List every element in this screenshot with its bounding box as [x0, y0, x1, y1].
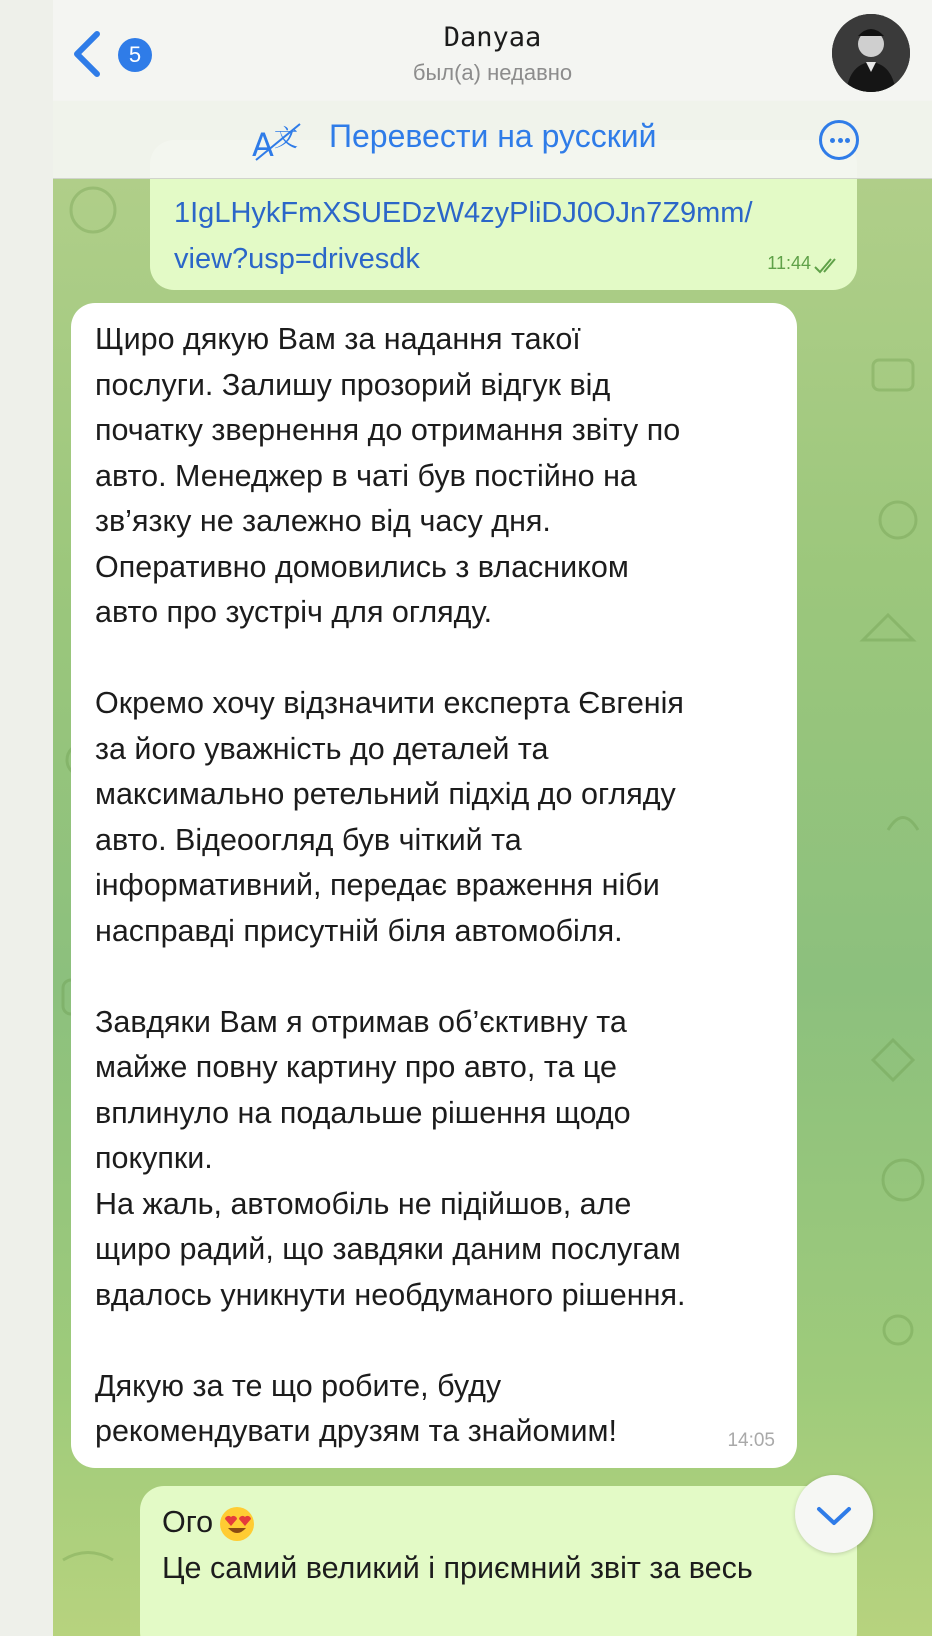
translate-icon[interactable] [250, 118, 306, 162]
chat-screen [53, 0, 932, 1636]
message-text-line [162, 1500, 255, 1545]
scroll-to-bottom-button[interactable] [795, 1475, 873, 1553]
avatar-photo [832, 14, 910, 92]
message-text: Щиро дякую Вам за надання такої послуги. Залишу прозорий відгук від початку звернення до отримання звіту по авто. Менеджер в чаті був постійно на зв’язку не залежно від часу дня. Оперативно домовились з власником авто про зустріч для огляду. Окремо хочу відзначити експерта Євгенія за його уважність до деталей та максимально ретельний підхід до огляду авто. Відеоогляд був чіткий та інформативний, передає враження ніби насправді присутній біля автомобіля. Завдяки Вам я отримав об’єктивну та майже повну картину про авто, та це вплинуло на подальше рішення щодо покупки. На жаль, автомобіль не підійшов, але щиро радий, що завдяки даним послугам вдалось уникнути необдуманого рішення. Дякую за те що робите, буду рекомендувати друзям та знайомим! [95, 322, 686, 1448]
incoming-review-message[interactable] [71, 303, 797, 1468]
drive-link[interactable]: 1IgLHykFmXSUEDzW4zyPliDJ0OJn7Z9mm/ view?usp=drivesdk [174, 197, 753, 275]
unread-count-badge: 5 [118, 38, 152, 72]
message-text-line: Це самий великий і приємний звіт за весь [162, 1551, 753, 1585]
translate-button[interactable]: Перевести на русский [329, 118, 657, 154]
message-time: 14:05 [727, 1430, 775, 1451]
contact-name[interactable]: Danyaa [443, 22, 542, 53]
heart-eyes-emoji-icon [219, 1506, 255, 1542]
outgoing-reply-message[interactable] [140, 1486, 857, 1636]
double-check-icon [813, 257, 843, 275]
avatar[interactable] [832, 14, 910, 92]
reply-word: Ого [162, 1505, 214, 1539]
more-options-icon[interactable] [819, 120, 859, 160]
svg-text:文: 文 [274, 124, 298, 152]
chevron-down-icon [795, 1475, 873, 1553]
chat-header [53, 0, 932, 101]
contact-status: был(а) недавно [412, 60, 573, 85]
message-time: 11:44 [767, 253, 811, 273]
translate-bar [53, 100, 932, 179]
svg-text:A: A [252, 126, 274, 162]
